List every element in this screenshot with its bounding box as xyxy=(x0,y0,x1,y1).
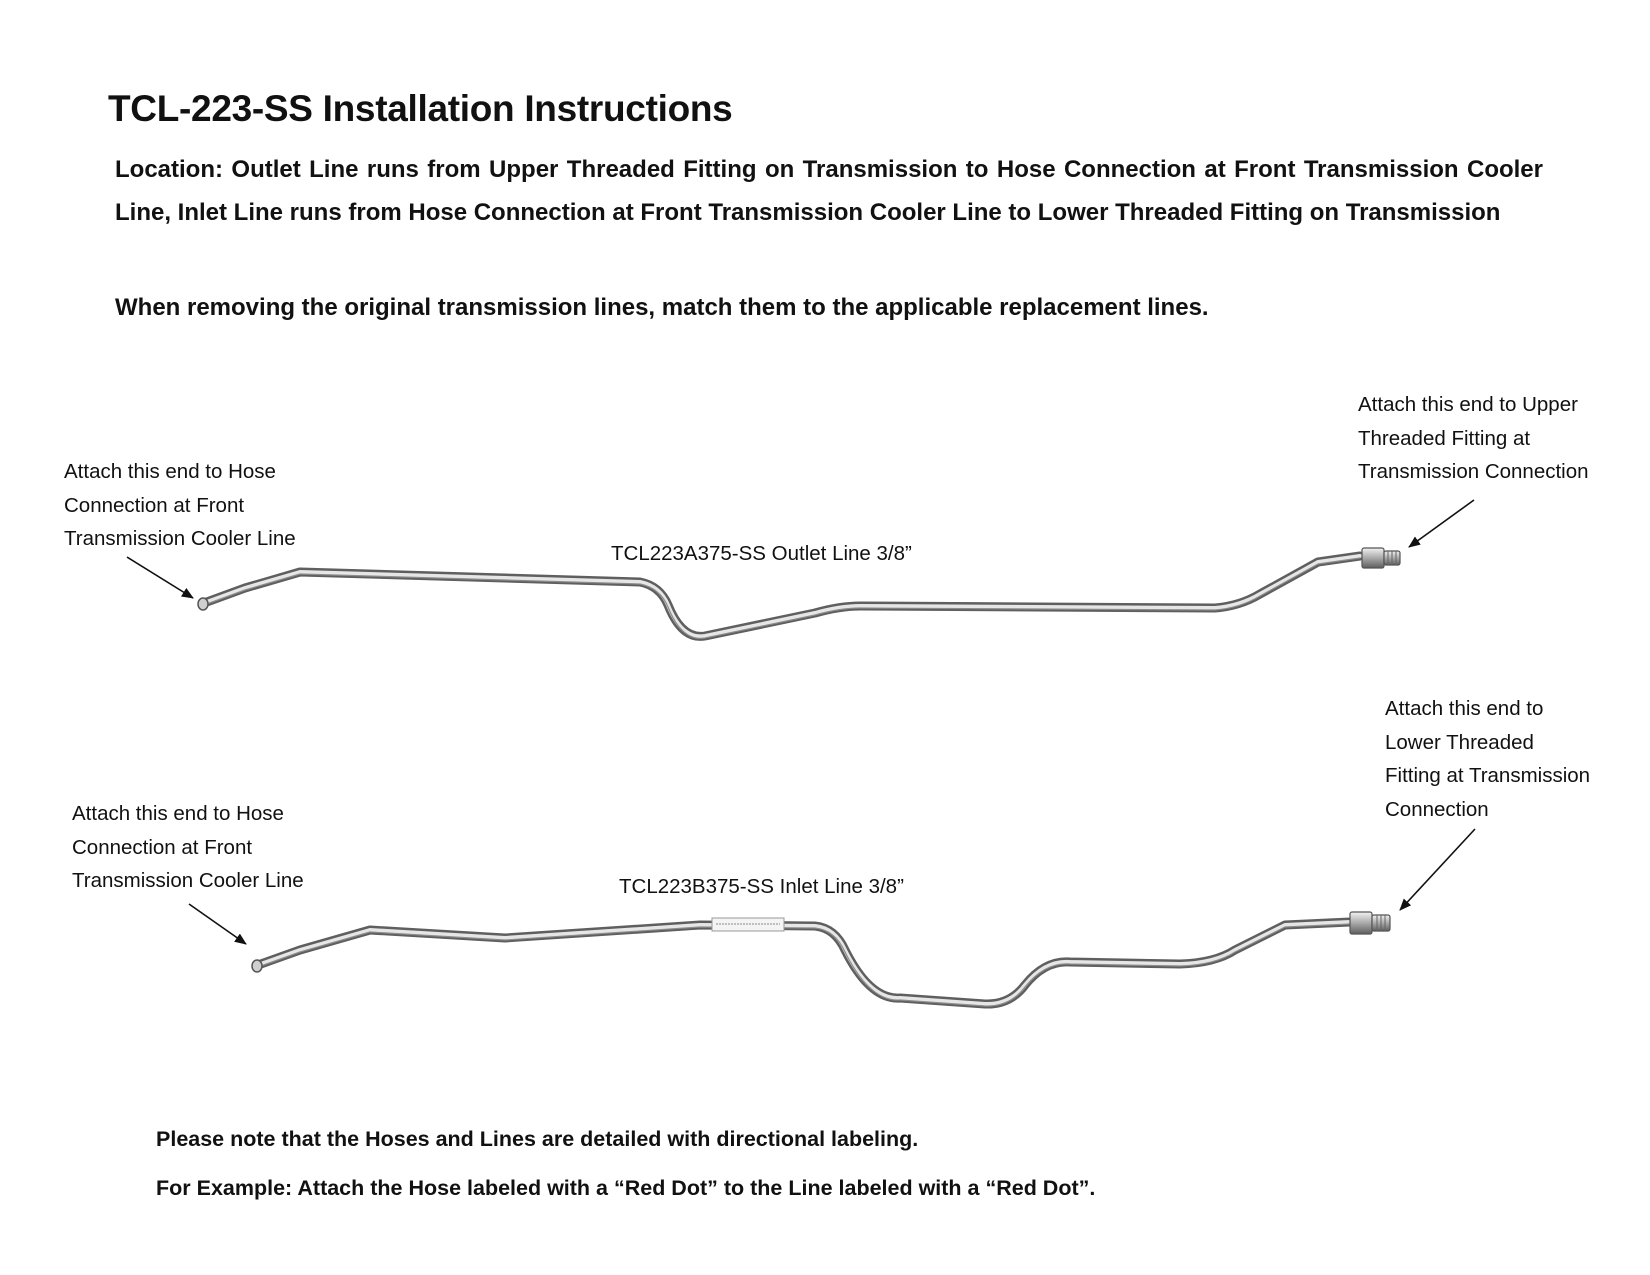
callout-line: Connection at Front xyxy=(72,835,253,859)
inlet-right-arrow xyxy=(1400,829,1475,910)
location-description: Location: Outlet Line runs from Upper Threaded Fitting on Transmission to Hose Connection at Front Transmission Cooler Line, Inlet Line runs from Hose Connection at Front Transmission Cooler Line to Lower Threaded Fitting on Transmission xyxy=(115,156,1543,226)
callout-line: Transmission Cooler Line xyxy=(72,869,304,892)
red-dot-example: For Example: Attach the Hose labeled with a “Red Dot” to the Line labeled with a “Red Dot”. xyxy=(156,1176,1096,1200)
callout-line: Connection xyxy=(1385,797,1489,821)
callout-line: Attach this end to Upper xyxy=(1358,393,1578,416)
outlet-tube xyxy=(198,548,1400,638)
callout-line: Connection at Front xyxy=(64,493,245,517)
outlet-fitting xyxy=(1362,548,1400,568)
outlet-right-arrow xyxy=(1409,500,1474,547)
match-instruction: When removing the original transmission lines, match them to the applicable replacement lines. xyxy=(115,294,1209,321)
callout-line: Attach this end to Hose xyxy=(72,802,284,825)
outlet-hose-end xyxy=(198,598,208,610)
page-title: TCL-223-SS Installation Instructions xyxy=(108,88,733,129)
callout-line: Lower Threaded xyxy=(1385,730,1534,754)
inlet-line-label: TCL223B375-SS Inlet Line 3/8” xyxy=(619,875,904,898)
directional-labeling-note: Please note that the Hoses and Lines are detailed with directional labeling. xyxy=(156,1127,919,1151)
inlet-left-arrow xyxy=(189,904,246,944)
inlet-tube xyxy=(252,912,1390,1006)
inlet-fitting xyxy=(1350,912,1390,934)
outlet-left-arrow xyxy=(127,557,193,598)
callout-line: Attach this end to xyxy=(1385,697,1544,720)
callout-line: Transmission Cooler Line xyxy=(64,527,296,550)
callout-line: Attach this end to Hose xyxy=(64,460,276,483)
outlet-line-label: TCL223A375-SS Outlet Line 3/8” xyxy=(611,542,912,565)
callout-line: Threaded Fitting at xyxy=(1358,426,1531,450)
callout-line: Fitting at Transmission xyxy=(1385,764,1591,787)
callout-line: Transmission Connection xyxy=(1358,460,1589,483)
inlet-hose-end xyxy=(252,960,262,972)
inlet-sticker xyxy=(712,918,784,931)
